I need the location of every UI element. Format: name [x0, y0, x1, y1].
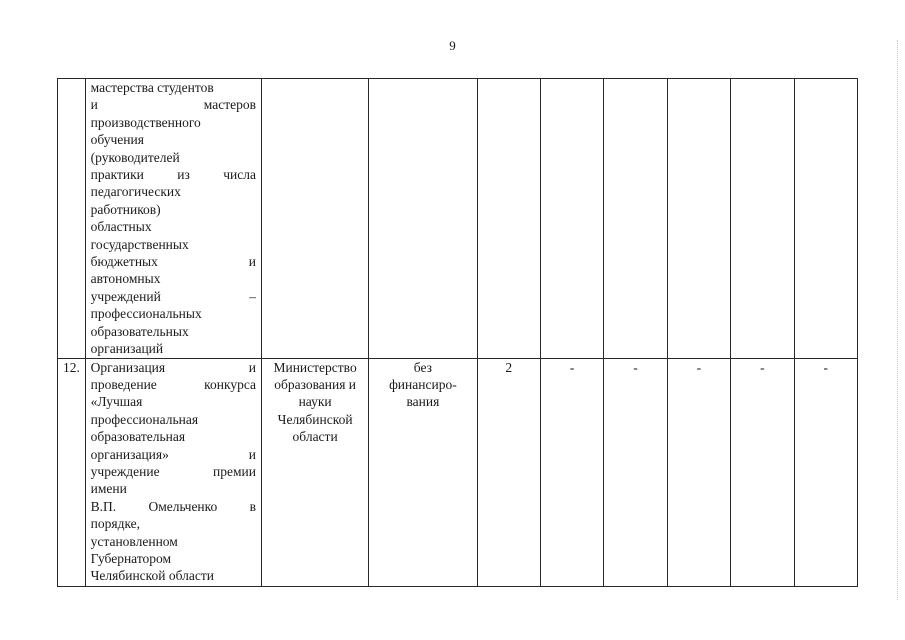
- value-cell: [731, 79, 794, 359]
- executor-line: Челябинской: [277, 411, 353, 427]
- value-cell: 2: [477, 358, 540, 586]
- measure-name-line: проведение конкурса: [90, 376, 257, 392]
- executor-line: Министерство: [273, 359, 357, 375]
- measure-name-line: работников): [90, 201, 161, 217]
- funding-line: финансиро-: [389, 376, 457, 392]
- value-cell: [794, 79, 857, 359]
- measure-name-line: государственных: [90, 236, 189, 252]
- measure-name-line: Челябинской области: [90, 568, 215, 584]
- measure-name-line: областных: [90, 219, 152, 235]
- measure-name-line: и мастеров: [90, 97, 257, 113]
- value-cell: -: [540, 358, 603, 586]
- funding-cell: [369, 79, 477, 359]
- value-cell: [604, 79, 667, 359]
- scan-edge-artifact: [897, 40, 899, 600]
- value-cell: [477, 79, 540, 359]
- measure-name-line: педагогических: [90, 184, 181, 200]
- measure-name-line: обучения: [90, 132, 144, 148]
- measure-name-line: практики из числа: [90, 167, 257, 183]
- measure-name-line: Губернатором: [90, 550, 172, 566]
- value-cell: -: [604, 358, 667, 586]
- table-row-12: [58, 358, 858, 586]
- value-cell: -: [667, 358, 730, 586]
- measure-name-line: производственного: [90, 114, 201, 130]
- measure-name-cell: [85, 79, 261, 359]
- row-number: 12.: [58, 358, 86, 586]
- measure-name-line: учреждений –: [90, 288, 257, 304]
- measure-name-cell: [85, 358, 261, 586]
- table-row-continuation: [58, 79, 858, 359]
- plan-table: [57, 78, 858, 587]
- value-cell: [540, 79, 603, 359]
- executor-line: области: [292, 429, 338, 445]
- value-cell: [667, 79, 730, 359]
- measure-name-line: порядке,: [90, 516, 141, 532]
- measure-name-line: профессиональная: [90, 411, 199, 427]
- funding-line: вания: [406, 394, 440, 410]
- measure-name-line: организаций: [90, 341, 164, 357]
- measure-name-line: имени: [90, 481, 127, 497]
- measure-name-line: профессиональных: [90, 306, 202, 322]
- measure-name-line: мастерства студентов: [90, 80, 214, 95]
- measure-name-line: образовательных: [90, 323, 189, 339]
- page-number: 9: [449, 38, 456, 53]
- funding-line: без: [413, 359, 432, 375]
- measure-name-line: Организация и: [90, 359, 257, 375]
- measure-name-line: учреждение премии: [90, 463, 257, 479]
- measure-name-line: организация» и: [90, 446, 257, 462]
- executor-line: науки: [298, 394, 332, 410]
- executor-line: образования и: [274, 376, 357, 392]
- measure-name-line: автономных: [90, 271, 161, 287]
- measure-name-line: бюджетных и: [90, 254, 257, 270]
- funding-cell: [369, 358, 477, 586]
- measure-name-line: установленном: [90, 533, 178, 549]
- number-cell: [58, 79, 86, 359]
- measure-name-line: «Лучшая: [90, 394, 143, 410]
- measure-name-line: В.П. Омельченко в: [90, 498, 257, 514]
- value-cell: -: [731, 358, 794, 586]
- executor-cell: [262, 358, 369, 586]
- executor-cell: [262, 79, 369, 359]
- measure-name-line: (руководителей: [90, 149, 180, 165]
- value-cell: -: [794, 358, 857, 586]
- measure-name-line: образовательная: [90, 429, 186, 445]
